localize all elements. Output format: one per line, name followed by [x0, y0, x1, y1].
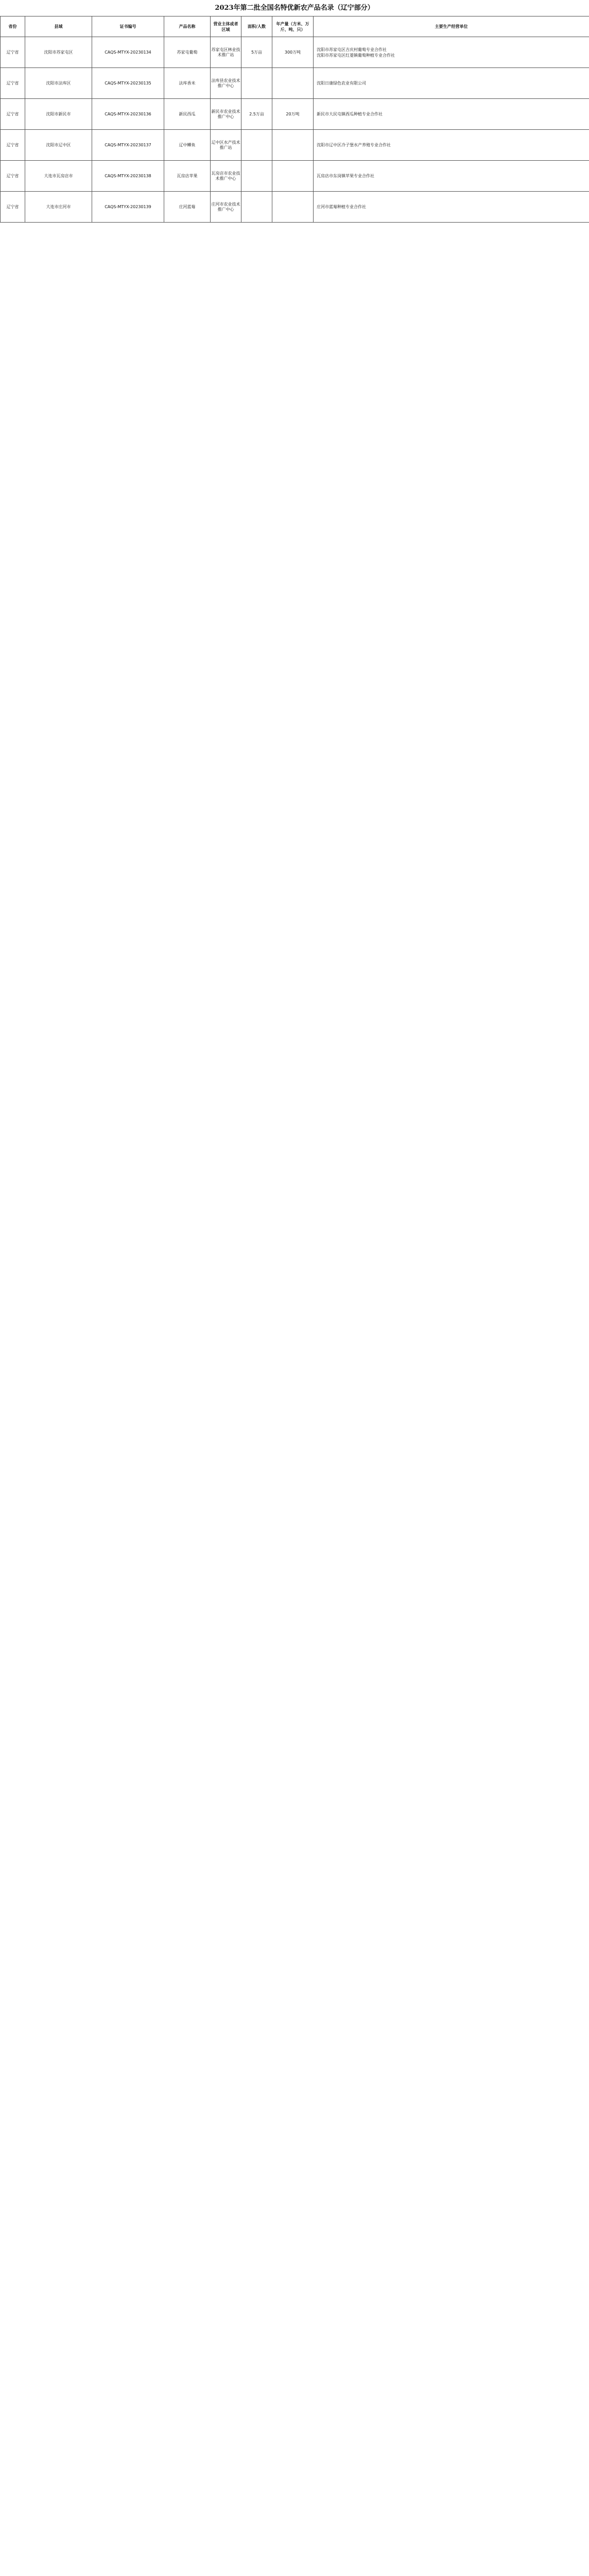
cell-province: 辽宁省 [1, 130, 25, 161]
owner-line: 瓦房店市东岗镇苹果专业合作社 [317, 174, 374, 178]
header-cell: 县域 [25, 16, 92, 37]
cell-province: 辽宁省 [1, 192, 25, 223]
cell-county: 沈阳市辽中区 [25, 130, 92, 161]
cell-product: 苏家屯葡萄 [164, 37, 211, 68]
cell-area: 2.5万亩 [241, 99, 272, 130]
cell-owners [314, 192, 589, 223]
table-row [1, 130, 589, 161]
cell-owners [314, 130, 589, 161]
owner-line: 沈阳市辽中区冷子堡水产养殖专业合作社 [317, 143, 391, 147]
cell-owners [314, 99, 589, 130]
cell-owners [314, 161, 589, 192]
owner-line: 新民市大民屯镇西瓜种植专业合作社 [317, 112, 383, 116]
page-title: 2023年第二批全国名特优新农产品名录（辽宁部分） [215, 4, 374, 12]
cell-area [241, 130, 272, 161]
cell-product: 庄河蓝莓 [164, 192, 211, 223]
cell-county: 大连市庄河市 [25, 192, 92, 223]
cell-area [241, 161, 272, 192]
cell-county: 沈阳市法库区 [25, 68, 92, 99]
cell-county: 大连市瓦房店市 [25, 161, 92, 192]
cell-product: 辽中鲫鱼 [164, 130, 211, 161]
cell-province: 辽宁省 [1, 37, 25, 68]
header-cell: 证书编号 [92, 16, 164, 37]
cell-output [272, 161, 314, 192]
cell-cert: CAQS-MTYX-20230136 [92, 99, 164, 130]
header-cell: 营业主体或者区域 [211, 16, 241, 37]
cell-entity: 新民市农业技术推广中心 [211, 99, 241, 130]
cell-output [272, 130, 314, 161]
owner-line: 庄河市蓝莓种植专业合作社 [317, 205, 366, 209]
cell-output: 20万吨 [272, 99, 314, 130]
table-row [1, 68, 589, 99]
cell-area: 5万亩 [241, 37, 272, 68]
cell-county: 沈阳市新民市 [25, 99, 92, 130]
cell-entity: 辽中区水产技术推广站 [211, 130, 241, 161]
cell-county: 沈阳市苏家屯区 [25, 37, 92, 68]
table-row [1, 192, 589, 223]
cell-cert: CAQS-MTYX-20230138 [92, 161, 164, 192]
product-table-container [0, 16, 589, 223]
cell-cert: CAQS-MTYX-20230139 [92, 192, 164, 223]
cell-entity: 瓦房店市农业技术推广中心 [211, 161, 241, 192]
cell-owners [314, 37, 589, 68]
cell-product: 新民西瓜 [164, 99, 211, 130]
table-row [1, 99, 589, 130]
cell-output [272, 68, 314, 99]
table-header-row [1, 16, 589, 37]
table-row [1, 161, 589, 192]
cell-cert: CAQS-MTYX-20230137 [92, 130, 164, 161]
cell-cert: CAQS-MTYX-20230134 [92, 37, 164, 68]
owner-line: 沈阳日康绿色农业有限公司 [317, 81, 366, 86]
table-row [1, 37, 589, 68]
cell-owners [314, 68, 589, 99]
cell-area [241, 68, 272, 99]
owner-line: 沈阳市苏家屯区吉庆村葡萄专业合作社 [317, 47, 387, 52]
header-cell: 年产量（方米、万斤、吨、只） [272, 16, 314, 37]
header-cell: 主要生产经营单位 [314, 16, 589, 37]
cell-cert: CAQS-MTYX-20230135 [92, 68, 164, 99]
table-body [1, 37, 589, 223]
cell-entity: 苏家屯区林业技术推广站 [211, 37, 241, 68]
cell-product: 法库香米 [164, 68, 211, 99]
header-cell: 省份 [1, 16, 25, 37]
cell-province: 辽宁省 [1, 161, 25, 192]
header-cell: 面积/人数 [241, 16, 272, 37]
cell-province: 辽宁省 [1, 99, 25, 130]
cell-entity: 法库县农业技术推广中心 [211, 68, 241, 99]
owner-line: 沈阳市苏家屯区红菱镇葡萄种植专业合作社 [317, 53, 395, 58]
header-cell: 产品名称 [164, 16, 211, 37]
cell-output [272, 192, 314, 223]
cell-output: 300万吨 [272, 37, 314, 68]
cell-area [241, 192, 272, 223]
cell-product: 瓦房店苹果 [164, 161, 211, 192]
cell-province: 辽宁省 [1, 68, 25, 99]
cell-entity: 庄河市农业技术推广中心 [211, 192, 241, 223]
product-table [0, 16, 589, 223]
